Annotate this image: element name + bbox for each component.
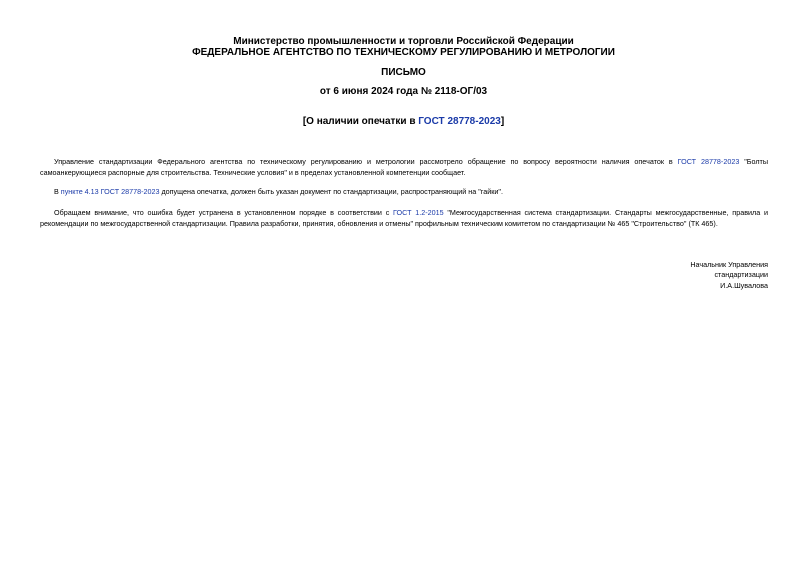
- body-paragraph-3: [40, 207, 768, 229]
- body-paragraph-2: [40, 186, 768, 197]
- subject-prefix: [О наличии опечатки в: [302, 116, 419, 127]
- paragraph-1-text-before: Управление стандартизации Федерального агентства по техническому регулированию и метрологии рассмотрело обращение по вопросу вероятности наличия опечаток в: [54, 157, 678, 166]
- signature-department: стандартизации: [714, 270, 768, 279]
- ministry-title: Министерство промышленности и торговли Российской Федерации: [233, 36, 574, 47]
- signature-name: И.А.Шувалова: [720, 281, 768, 290]
- paragraph-1-text-after: "Болты самоанкерующиеся распорные для строительства. Технические условия" и в пределах установленной компетенции сообщает.: [40, 157, 768, 177]
- document-subject: [0, 116, 807, 128]
- subject-suffix: ]: [500, 116, 505, 127]
- document-type: ПИСЬМО: [381, 67, 426, 78]
- body-paragraph-1: [40, 156, 768, 178]
- paragraph-2-text-before: В: [54, 187, 61, 196]
- paragraph-2-text-after: допущена опечатка, должен быть указан документ по стандартизации, распространяющий на "гайки".: [159, 187, 503, 196]
- paragraph-3-text-after: "Межгосударственная система стандартизации. Стандарты межгосударственные, правила и рекомендации по межгосударственной стандартизации. Правила разработки, принятия, обновления и отмены" профильным техническим комитетом по стандартизации № 465 "Строительство" (ТК 465).: [40, 208, 768, 228]
- subject-gost-link[interactable]: ГОСТ 28778-2023: [418, 116, 501, 127]
- agency-title: ФЕДЕРАЛЬНОЕ АГЕНТСТВО ПО ТЕХНИЧЕСКОМУ РЕГУЛИРОВАНИЮ И МЕТРОЛОГИИ: [192, 47, 615, 58]
- paragraph-3-gost-link[interactable]: ГОСТ 1.2-2015: [393, 208, 444, 217]
- signature-position: Начальник Управления: [690, 260, 768, 269]
- paragraph-3-text-before: Обращаем внимание, что ошибка будет устранена в установленном порядке в соответствии с: [54, 208, 394, 217]
- paragraph-1-gost-link[interactable]: ГОСТ 28778-2023: [677, 157, 740, 166]
- paragraph-2-clause-link[interactable]: пункте 4.13 ГОСТ 28778-2023: [60, 187, 160, 196]
- document-date-number: от 6 июня 2024 года № 2118-ОГ/03: [319, 86, 488, 97]
